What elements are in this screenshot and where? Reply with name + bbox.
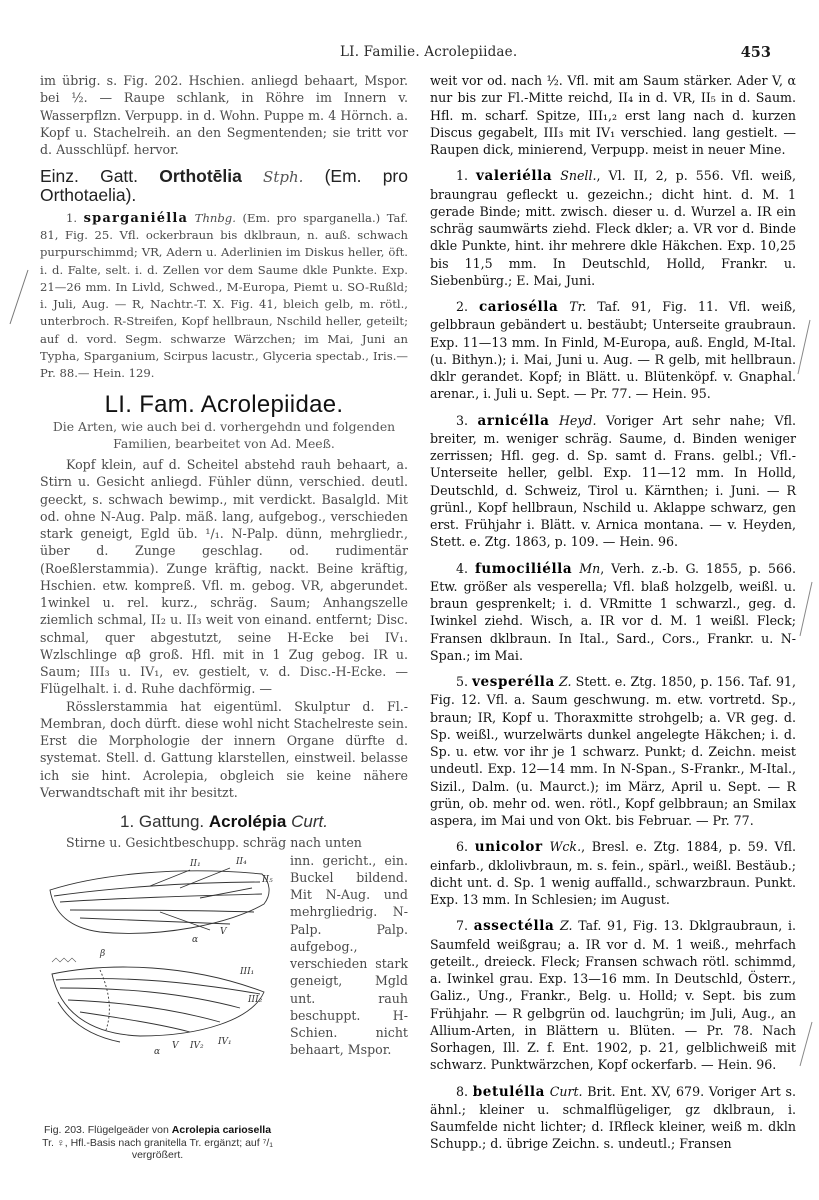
hindwing-inner-margin [58, 1002, 120, 1042]
wing-label-10: IV₂ [190, 1040, 204, 1051]
species-name: sparganiélla [83, 210, 189, 226]
wing-label-1: II₁ [190, 858, 201, 869]
species-number: 3. [456, 412, 469, 428]
genus-suffix: (Em. pro Orthotaelia). [40, 166, 408, 205]
wing-label-12: V [172, 1040, 179, 1051]
species-name: cariosélla [478, 299, 559, 315]
species-number: 8. [456, 1083, 469, 1099]
species-author: Thnbg. [194, 210, 236, 225]
gen1-name: Acrolépia [208, 812, 287, 831]
genus-name: Orthotēlia [159, 166, 242, 187]
gen1-first-line: Stirne u. Gesichtbeschupp. schräg nach unten [66, 835, 362, 851]
right-column [430, 72, 796, 1162]
species-number: 1. [456, 168, 469, 184]
species-author: Mn [579, 560, 601, 576]
forewing-vein-7 [200, 888, 252, 898]
caption-rest: Tr. ♀, Hfl.-Basis nach granitella Tr. ergänzt; auf ⁷/₁ vergrößert. [42, 1136, 273, 1161]
hindwing-vein-3 [68, 1000, 220, 1022]
species-entry [430, 673, 796, 829]
margin-pencil-mark-3 [798, 580, 814, 640]
species-description: , Verh. z.-b. G. 1855, p. 566. Etw. größer als vesperella; Vfl. blaß holzgelb, weißl. u. braun gesprenkelt; i. d. VRmitte 1 schwarzl., geg. d. Iwinkel ziehd. Wisch, a. IR vor d. M. 1 weißl. Fleck; Fransen dklbraun. In Ital., Sard., Cors., Frankr. u. N-Span.; im Mai. [430, 560, 796, 663]
wing-label-7: III₁ [240, 966, 255, 977]
forewing-vein-3 [70, 910, 254, 912]
species-number: 6. [456, 839, 469, 855]
species-entry [430, 838, 796, 908]
genus-heading-acrolepia [40, 813, 408, 830]
species-description: , Bresl. e. Ztg. 1884, p. 59. Vfl. einfarb., dklolivbraun, m. s. fein., spärl., weißl. Bestäub.; dicht unt. d. Sp. 1 wenig auffalld., schwarzbraun. Punkt. Exp. 13 mm. In Schlesien; im August. [430, 839, 796, 907]
species-description: , Vl. II, 2, p. 556. Vfl. weiß, braungrau gefleckt u. gezeichn.; dicht hint. d. M. 1 gerade Binde; mitt. zwisch. dieser u. d. Wurzel a. IR ein schräg saumwärts ziehd. Fleck dkler; a. VR vor d. Binde dkle Punkte, hint. ihr mehrere dkle Häkchen. Exp. 10,25 bis 11,5 mm. In Deutschld, Holld, Frankr. u. Siebenbürg.; E. Mai, Juni. [430, 168, 796, 288]
wing-label-8: III₂ [248, 994, 263, 1005]
species-description: Voriger Art sehr nahe; Vfl. breiter, m. weniger schräg. Saume, d. Binden weniger zerrissen; Hfl. geg. d. Sp. samt d. Frans. gelbl.; Vfl.-Unterseite heller, gelbl. Exp. 11—12 mm. In Holld, Deutschld, d. Schweiz, Tirol u. Kärnthen; i. Juni. — R grünl., Kopf hellbraun, Nschild u. Aklappe schwarz, gen erst. Frühjahr i. Blätt. v. Arnica montana. — v. Heyden, Stett. e. Ztg. 1863, p. 109. — Hein. 96. [430, 412, 796, 550]
wing-label-6: β [100, 948, 106, 959]
species-description: Stett. e. Ztg. 1850, p. 156. Taf. 91, Fig. 12. Vfl. a. Saum geschwung. m. etw. vortretd. Sp., braun; IR, Kopf u. Thoraxmitte strohgelb; a. VR geg. d. Sp. weißl., wurzelwärts dunkel angelegte Häkchen; i. d. Sp. u. etw. vor ihr je 1 schwarz. Punkt; d. Zeichn. meist undeutl. Exp. 12—14 mm. In N-Span., S-Frankr., M-Ital., Sizil., Dalm. (u. Maurct.); im März, April u. Sept. — R grün, ob. mehr od. wen. rötl., Kopf gelbbraun; an Smilax aspera, im Mai und von Okt. bis Februar. — Pr. 77. [430, 674, 796, 828]
species-author: Heyd. [558, 412, 597, 428]
family-description-2: Rösslerstammia hat eigentüml. Skulptur d. Fl.-Membran, doch dürft. diese wohl nicht Stachelreste sein. Erst die Morphologie der innern Organe dürfte d. systemat. Stell. d. Gattung klarstellen, einstweil. belasse ich sie hint. Acrolepia, obgleich sie keine nähere Verwandtschaft mit ihr besitzt. [40, 698, 408, 800]
species-emendation: (Em. pro sparganella.) [242, 210, 381, 225]
hindwing-outline [52, 967, 264, 1036]
species-description: Brit. Ent. XV, 679. Voriger Art s. ähnl.; kleiner u. schmalflügeliger, gz dklbraun, i. Saumfelde nicht lichter; d. IRfleck kleiner, weiß m. dkln Schupp.; d. übrige Zeichn. s. undeutl.; Fransen [430, 1083, 796, 1152]
figure-caption [40, 1124, 275, 1162]
page-number: 453 [740, 44, 771, 61]
species-entry [430, 298, 796, 403]
left-continuation-paragraph: im übrig. s. Fig. 202. Hschien. anliegd behaart, Mspor. bei ½. — Raupe schlank, in Röhre im Innern v. Wasserpflzn. Verpupp. in d. Wohn. Puppe m. 4 Hörnch. a. Kopf u. Stachelreih. an den Segmentenden; sie tritt vor d. Ausschlüpf. hervor. [40, 73, 408, 157]
species-name: arnicélla [477, 412, 550, 429]
hindwing-vein-4 [80, 1012, 190, 1032]
genus-prefix: Einz. Gatt. [40, 166, 139, 187]
species-description: Taf. 81, Fig. 25. Vfl. ockerbraun bis dklbraun, n. auß. schwach purpurschimmd; VR, Adern u. Aderlinien im Diskus heller, öft. i. d. Falte, selt. i. d. Zellen vor dem Saume dkle Punkte. Exp. 21—26 mm. In Livld, Schwed., M-Europa, Piemt u. SO-Rußld; i. Juli, Aug. — R, Nachtr.-T. X. Fig. 41, bleich gelb, m. rötl., unterbroch. R-Streifen, Kopf hellbraun, Nschild heller, geteilt; auf d. vord. Segm. schwarze Wärzchen; im Mai, Juni an Typha, Sparganium, Scirpus lacustr., Glyceria spectab., Iris.— Pr. 88.— Hein. 129. [40, 210, 409, 380]
species-name: assectélla [473, 918, 555, 935]
gen1-author: Curt. [291, 812, 328, 831]
species-number: 2. [456, 299, 469, 314]
margin-pencil-mark-2 [796, 318, 812, 378]
genus-author: Stph. [263, 168, 304, 187]
species-entry [430, 1083, 796, 1153]
wing-label-9: IV₁ [218, 1036, 232, 1047]
right-intro-paragraph: weit vor od. nach ½. Vfl. mit am Saum stärker. Ader V, α nur bis zur Fl.-Mitte reichd, II₄ in d. VR, II₅ in d. Saum. Hfl. m. scharf. Spitze, III₁,₂ erst lang nach d. kurzen Discus gegabelt, III₃ mit IV₁ verschied. lang gestielt. — Raupen dick, minierend, Verpupp. meist in neuer Mine. [430, 73, 796, 157]
forewing-vein-1 [54, 882, 260, 896]
species-author: Z. [558, 674, 572, 689]
species-entry [430, 167, 796, 289]
wing-label-3: II₅ [262, 874, 273, 885]
forewing-outline [50, 870, 269, 933]
species-description: Taf. 91, Fig. 11. Vfl. weiß, gelbbraun gebändert u. bestäubt; Unterseite graubraun. Exp. 11—13 mm. In Finld, M-Europa, auß. Engld, M-Ital. (u. Bithyn.); i. Mai, Juni u. Aug. — R gelb, mit hellbraun. dklr gerandet. Kopf; in Blätt. u. Blütenköpf. v. Gnaphal. arenar., i. Juli u. Sept. — Pr. 77. — Hein. 95. [430, 299, 796, 402]
species-name: valeriélla [476, 168, 553, 185]
species-author: Snell. [560, 168, 597, 184]
margin-pencil-mark-4 [798, 1020, 814, 1070]
caption-genus: Acrolepia [171, 1124, 220, 1136]
forewing-vein-8 [160, 912, 210, 930]
family-heading: LI. Fam. Acrolepiidae. [104, 391, 344, 419]
caption-species: cariosella [222, 1124, 272, 1136]
wing-label-4: α [192, 934, 199, 945]
caption-prefix: Fig. 203. Flügelgeäder von [43, 1124, 169, 1136]
wing-venation-figure [40, 852, 280, 1097]
species-name: unicolor [474, 839, 543, 856]
genus-heading-orthotelia [40, 168, 408, 204]
family-description: Kopf klein, auf d. Scheitel abstehd rauh behaart, a. Stirn u. Gesicht anliegd. Fühler dünn, verschied. deutl. geeckt, s. schwach bewimp., mit verdickt. Basalgld. Mit od. ohne N-Aug. Palp. mäß. lang, aufgebog., verschieden stark geneigt, Egld üb. ¹/₁. N-Palp. dünn, mehrgliedr., über d. Zunge geschlag. od. rudimentär (Roeßlerstammia). Zunge kräftig, nackt. Beine kräftig, Hschien. etw. kompreß. Vfl. m. gebog. VR, abgerundet. 1winkel u. rel. kurz., schräg. Saum; Anhangszelle ziemlich schmal, II₂ u. II₃ weit von einand. entfernt; Disc. schmal, quer abgestutzt, seine H-Ecke bei IV₁. Wzlschlinge αβ groß. Hfl. mit in 1 Zug gebog. IR u. Saum; III₃ u. IV₁, ev. gestielt, v. d. Disc.-H-Ecke. — Flügelhalt. i. d. Ruhe dachförmig. — [40, 457, 408, 697]
left-column [40, 72, 408, 1162]
figure-side-text: inn. gericht., ein. Buckel bildend. Mit N-Aug. und mehrgliedrig. N-Palp. Palp. aufgebog., verschieden stark geneigt, Mgld unt. rauh beschuppt. H-Schien. nicht behaart, Mspor. [290, 852, 408, 1058]
gen1-prefix: 1. Gattung. [120, 812, 205, 831]
species-author: Curt. [549, 1083, 583, 1099]
species-entry [430, 917, 796, 1073]
margin-pencil-mark [8, 268, 30, 328]
running-title: LI. Familie. Acrolepiidae. [340, 44, 518, 60]
species-entry-sparganiella [40, 210, 408, 383]
hindwing-vein-2 [60, 988, 240, 1008]
species-name: fumociliélla [474, 560, 573, 577]
figure-203 [40, 852, 408, 1162]
wing-hairs-icon [52, 958, 76, 962]
species-name: vesperélla [472, 674, 555, 690]
species-author: Wck. [549, 839, 582, 855]
wing-label-2: II₄ [236, 856, 247, 867]
species-number: 1. [66, 210, 78, 225]
forewing-vein-2 [60, 894, 262, 902]
family-note: Die Arten, wie auch bei d. vorhergehdn und folgenden Familien, bearbeitet von Ad. Meeß. [52, 418, 396, 451]
species-number: 7. [456, 918, 469, 934]
species-author: Z. [560, 918, 573, 934]
wing-label-5: V [220, 926, 227, 937]
species-number: 4. [456, 560, 469, 576]
wing-label-11: α [154, 1046, 161, 1057]
forewing-vein-4 [80, 918, 230, 924]
species-entry [430, 560, 796, 665]
hindwing-fringe [100, 970, 109, 1030]
species-author: Tr. [569, 299, 587, 314]
species-number: 5. [456, 674, 469, 689]
species-list [430, 167, 796, 1152]
species-description: Taf. 91, Fig. 13. Dklgraubraun, i. Saumfeld weißgrau; a. IR vor d. M. 1 weiß., mehrfach geteilt., dreieck. Fleck; Fransen schwach rötl. schimmd, a. Iwinkel grau. Exp. 13—16 mm. In Deutschld, Österr., Galiz., Ung., Frankr., Belg. u. Holld; v. Sept. bis zum Frühjahr. — R gelbgrün od. lauchgrün; im Juli, Aug., an Allium-Arten, in Blättern u. Blüten. — Pr. 78. Nach Sorhagen, Ill. Z. f. Ent. 1902, p. 21, gelblichweiß mit schwarz. Punktwärzchen, Kopf ockerfarb. — Hein. 96. [430, 918, 796, 1073]
species-entry [430, 412, 796, 551]
species-name: betulélla [472, 1083, 545, 1100]
